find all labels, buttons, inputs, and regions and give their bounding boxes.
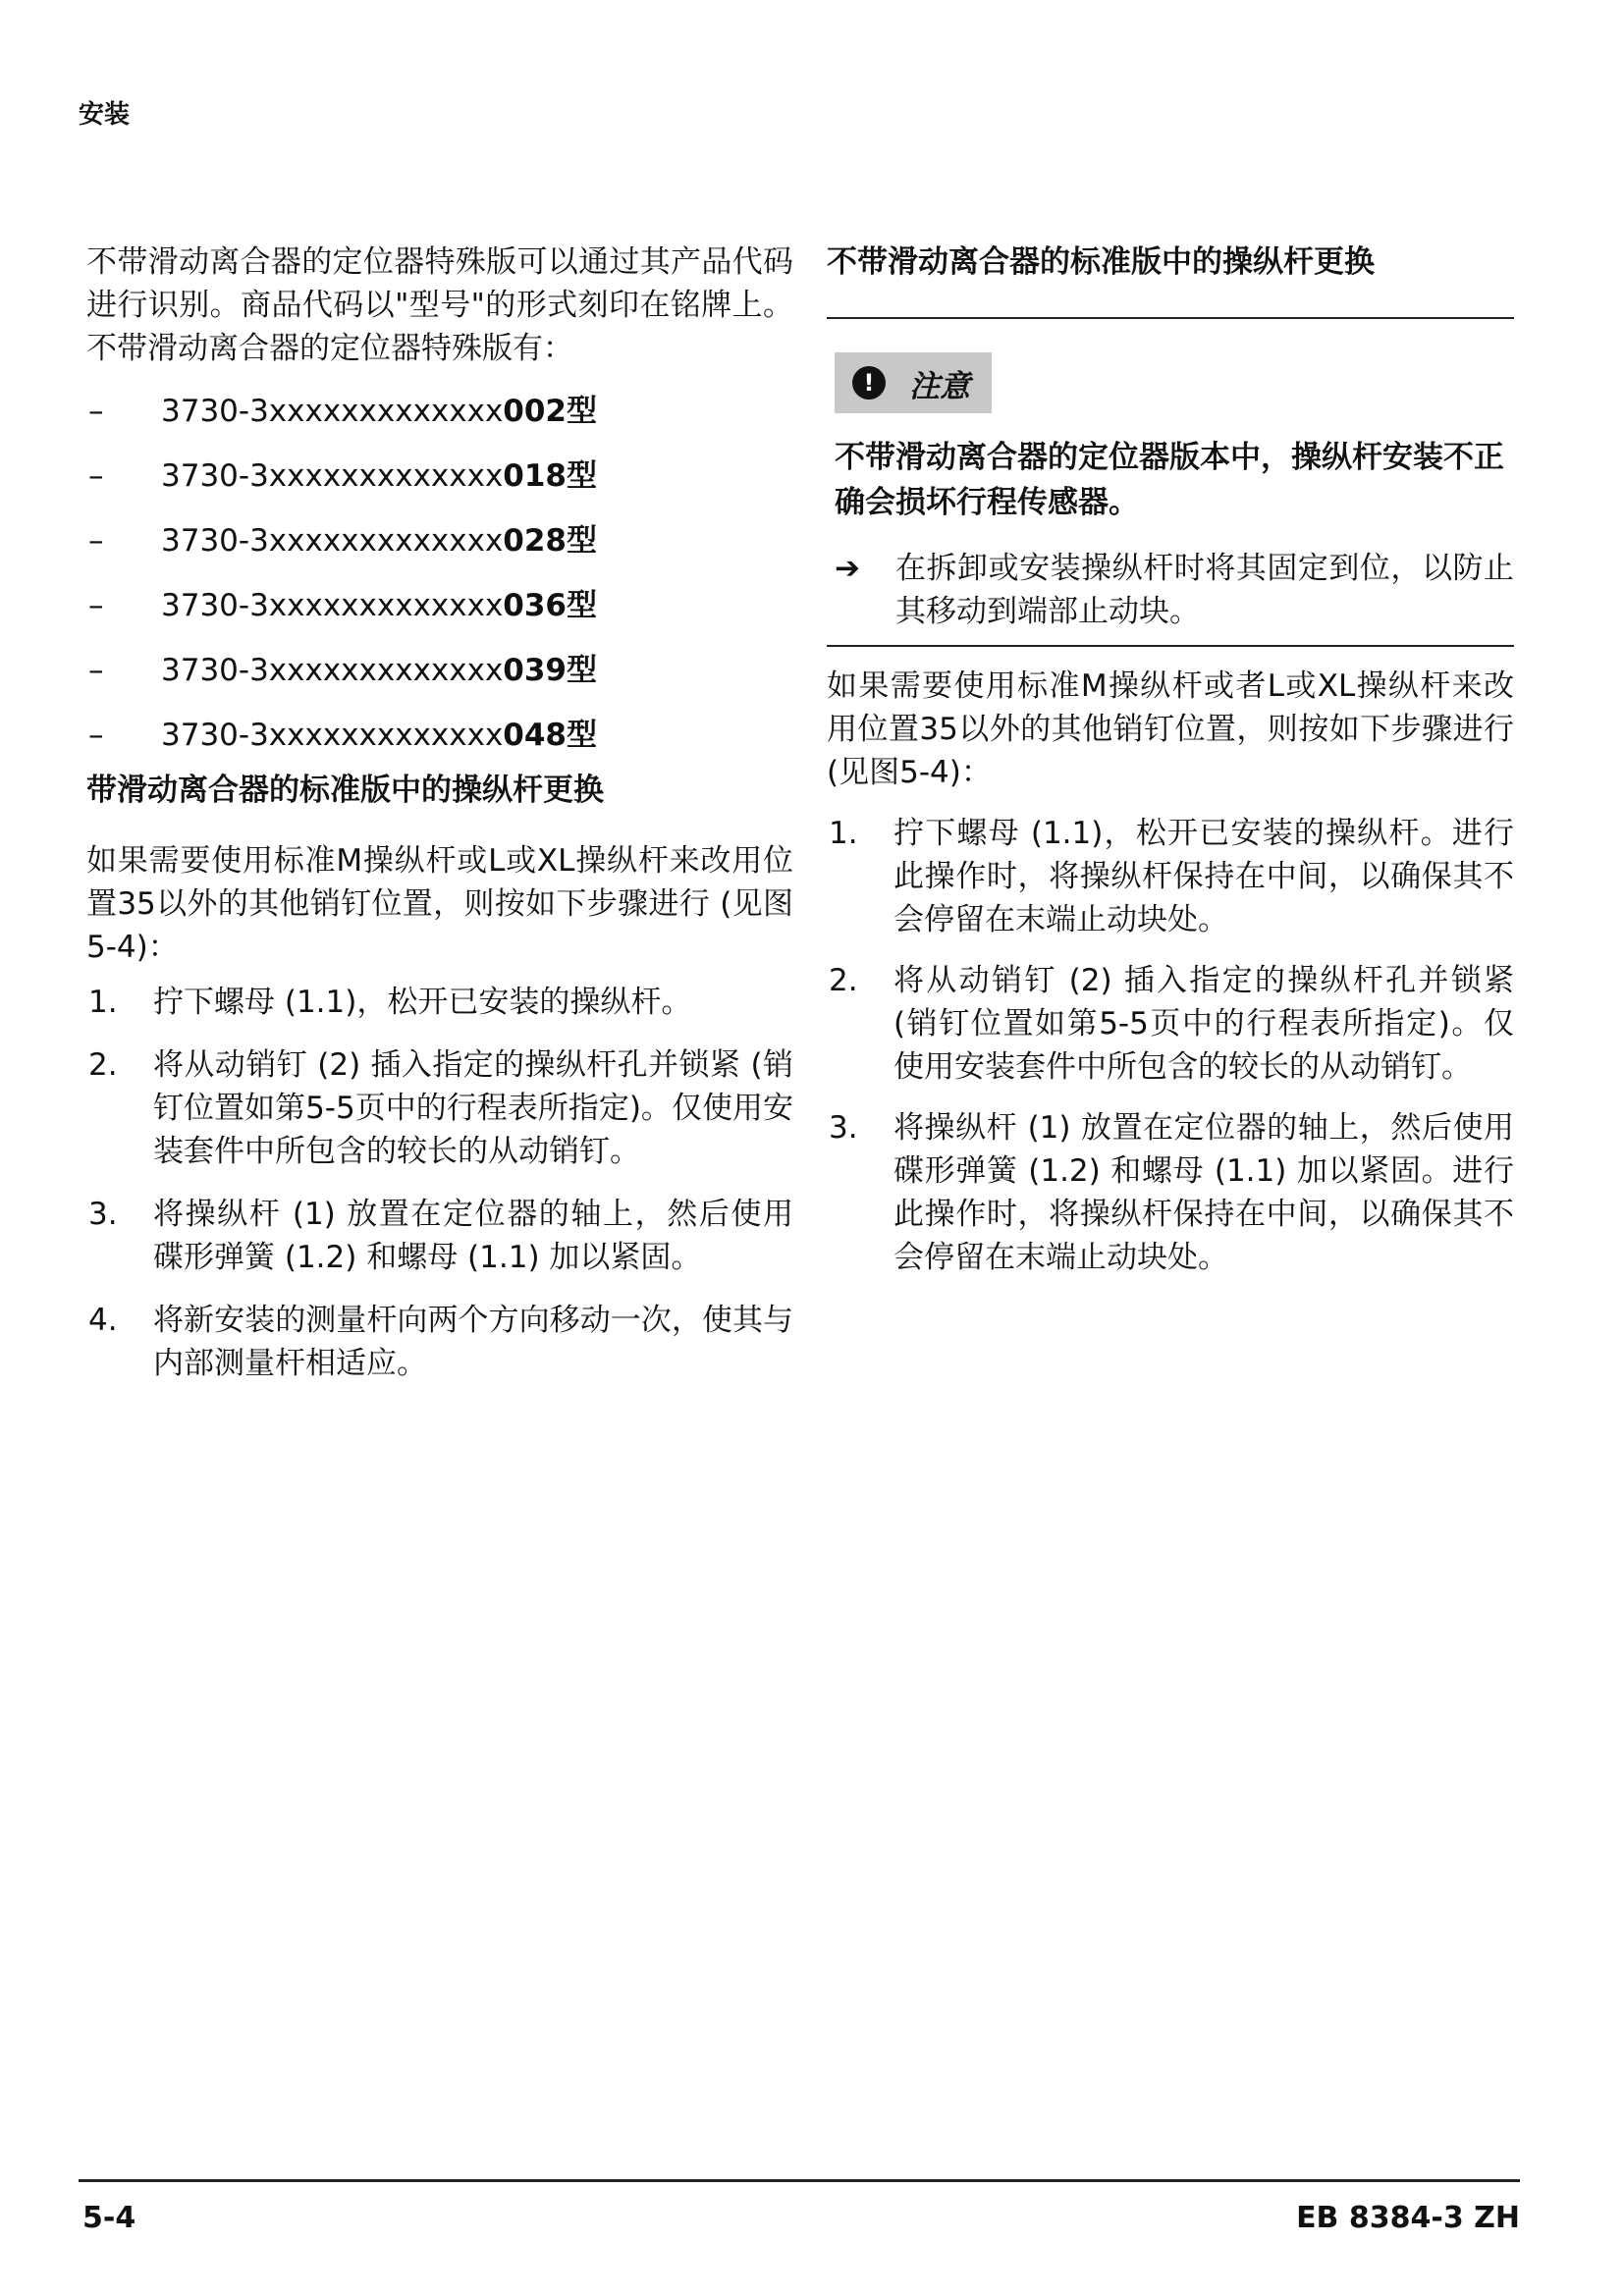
step-text: 将操纵杆 (1) 放置在定位器的轴上，然后使用碟形弹簧 (1.2) 和螺母 (1.1) 加以紧固。进行此操作时，将操纵杆保持在中间，以确保其不会停留在末端止动块处。 xyxy=(893,1110,1514,1275)
notice-badge xyxy=(835,352,992,413)
variant-prefix: 3730-3xxxxxxxxxxxxx xyxy=(161,588,504,623)
action-text: 在拆卸或安装操纵杆时将其固定到位，以防止其移动到端部止动块。 xyxy=(895,551,1514,629)
procedure-steps xyxy=(86,981,793,1385)
list-item xyxy=(86,390,793,454)
variant-list xyxy=(86,390,793,769)
document-id: EB 8384-3 ZH xyxy=(1296,2201,1520,2235)
step-item xyxy=(827,812,1514,941)
variant-prefix: 3730-3xxxxxxxxxxxxx xyxy=(161,458,504,494)
procedure-intro: 如果需要使用标准M操纵杆或者L或XL操纵杆来改用位置35以外的其他销钉位置，则按如下步骤进行 (见图5-4)： xyxy=(827,668,1514,790)
dash-bullet: – xyxy=(88,588,104,623)
dash-bullet: – xyxy=(88,718,104,753)
page-header-title: 安装 xyxy=(79,100,131,130)
variant-code: 002型 xyxy=(503,394,598,429)
notice-label: 注意 xyxy=(909,368,970,404)
dash-bullet: – xyxy=(88,394,104,429)
step-text: 拧下螺母 (1.1)，松开已安装的操纵杆。 xyxy=(153,985,692,1020)
step-number: 2. xyxy=(829,963,858,998)
section-heading-without-clutch: 不带滑动离合器的标准版中的操纵杆更换 xyxy=(827,244,1375,280)
variant-code: 048型 xyxy=(503,718,598,753)
notice-bottom-rule xyxy=(827,645,1514,647)
dash-bullet: – xyxy=(88,523,104,559)
step-number: 3. xyxy=(829,1110,858,1146)
step-number: 1. xyxy=(829,816,858,851)
variant-code: 036型 xyxy=(503,588,598,623)
section-heading-with-clutch: 带滑动离合器的标准版中的操纵杆更换 xyxy=(86,773,604,808)
intro-paragraph: 不带滑动离合器的定位器特殊版可以通过其产品代码进行识别。商品代码以"型号"的形式刻印在铭牌上。不带滑动离合器的定位器特殊版有： xyxy=(86,244,793,366)
page-number: 5-4 xyxy=(82,2201,136,2235)
variant-prefix: 3730-3xxxxxxxxxxxxx xyxy=(161,653,504,688)
step-item xyxy=(86,981,793,1024)
list-item xyxy=(86,519,793,584)
step-number: 1. xyxy=(88,985,118,1020)
variant-code: 028型 xyxy=(503,523,598,559)
step-item xyxy=(86,1043,793,1173)
list-item xyxy=(86,584,793,649)
notice-action xyxy=(827,547,1514,633)
arrow-right-icon: ➔ xyxy=(835,551,860,586)
step-text: 将从动销钉 (2) 插入指定的操纵杆孔并锁紧 (销钉位置如第5-5页中的行程表所指定)。仅使用安装套件中所包含的较长的从动销钉。 xyxy=(153,1047,793,1169)
step-item xyxy=(827,959,1514,1089)
step-text: 将操纵杆 (1) 放置在定位器的轴上，然后使用碟形弹簧 (1.2) 和螺母 (1.1) 加以紧固。 xyxy=(153,1197,793,1275)
step-item xyxy=(86,1299,793,1385)
variant-prefix: 3730-3xxxxxxxxxxxxx xyxy=(161,394,504,429)
notice-top-rule xyxy=(827,317,1514,319)
step-text: 拧下螺母 (1.1)，松开已安装的操纵杆。进行此操作时，将操纵杆保持在中间，以确保其不会停留在末端止动块处。 xyxy=(893,816,1514,937)
dash-bullet: – xyxy=(88,458,104,494)
step-item xyxy=(86,1193,793,1279)
variant-code: 018型 xyxy=(503,458,598,494)
footer-rule xyxy=(79,2179,1520,2182)
list-item xyxy=(86,714,793,769)
step-item xyxy=(827,1106,1514,1279)
list-item xyxy=(86,454,793,519)
notice-warning: 不带滑动离合器的定位器版本中，操纵杆安装不正确会损坏行程传感器。 xyxy=(835,440,1504,520)
dash-bullet: – xyxy=(88,653,104,688)
left-column xyxy=(86,240,793,1385)
variant-prefix: 3730-3xxxxxxxxxxxxx xyxy=(161,523,504,559)
step-text: 将从动销钉 (2) 插入指定的操纵杆孔并锁紧 (销钉位置如第5-5页中的行程表所指定)。仅使用安装套件中所包含的较长的从动销钉。 xyxy=(893,963,1514,1085)
variant-code: 039型 xyxy=(503,653,598,688)
procedure-steps xyxy=(827,812,1514,1279)
step-number: 4. xyxy=(88,1303,118,1338)
step-number: 3. xyxy=(88,1197,118,1232)
exclamation-icon: ! xyxy=(852,366,886,400)
step-number: 2. xyxy=(88,1047,118,1083)
step-text: 将新安装的测量杆向两个方向移动一次，使其与内部测量杆相适应。 xyxy=(153,1303,793,1381)
list-item xyxy=(86,649,793,714)
procedure-intro: 如果需要使用标准M操纵杆或L或XL操纵杆来改用位置35以外的其他销钉位置，则按如下步骤进行 (见图5-4)： xyxy=(86,843,793,965)
right-column xyxy=(827,240,1514,1279)
variant-prefix: 3730-3xxxxxxxxxxxxx xyxy=(161,718,504,753)
